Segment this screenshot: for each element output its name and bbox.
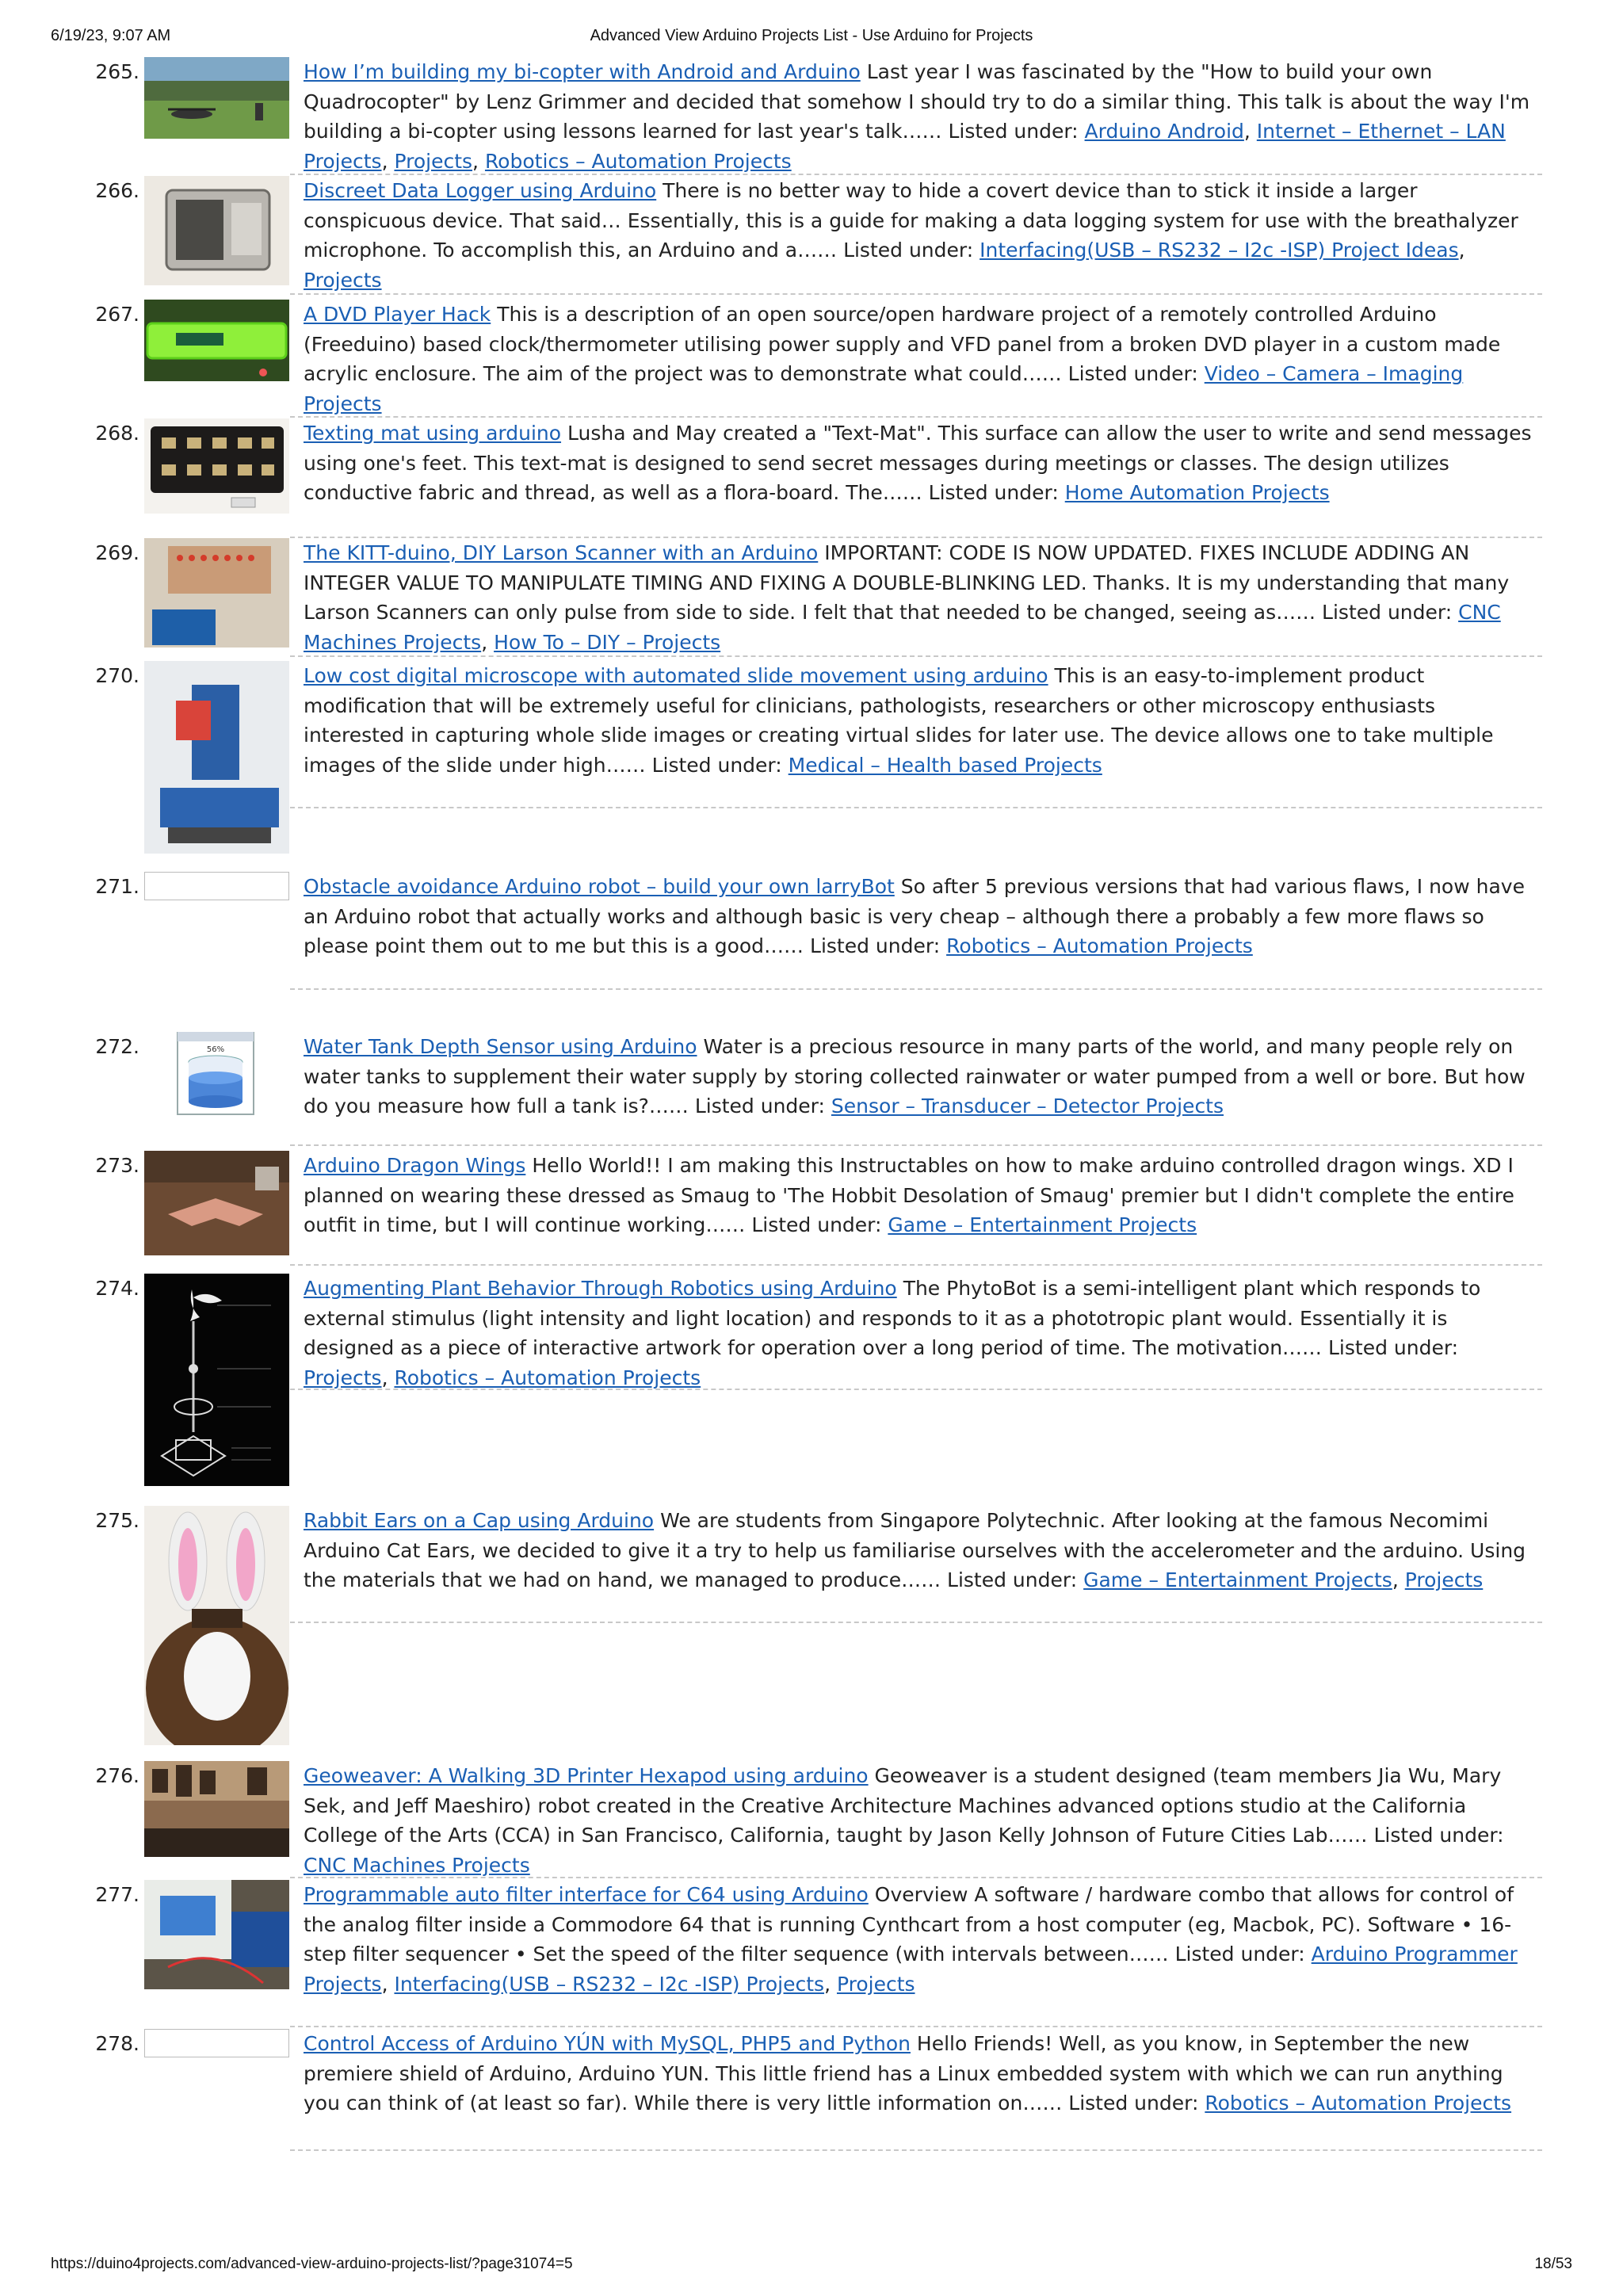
project-link[interactable]: A DVD Player Hack <box>304 303 491 326</box>
project-thumbnail <box>144 1880 289 1989</box>
category-link[interactable]: How To – DIY – Projects <box>494 630 721 654</box>
item-summary: Water is a precious resource in many parts of the world, and many people rely on water tanks to supplement their water supply by storing collected rainwater or water pumped from a well or bore. But how do you measure how full a tank is?…… <box>304 1035 1526 1117</box>
item-summary: IMPORTANT: CODE IS NOW UPDATED. FIXES INCLUDE ADDING AN INTEGER VALUE TO MANIPULATE TIMING AND FIXING A DOUBLE-BLINKING LED. Thanks. It is my understanding that many Larson Scanners can only pulse from side to side. I felt that that needed to be changed, seeing as…… <box>304 541 1510 624</box>
item-number: 276. <box>95 1764 139 1787</box>
project-link[interactable]: Geoweaver: A Walking 3D Printer Hexapod using arduino <box>304 1764 869 1787</box>
print-date: 6/19/23, 9:07 AM <box>51 27 171 44</box>
item-number: 270. <box>95 664 139 687</box>
category-link[interactable]: Projects <box>836 1972 915 1996</box>
item-description <box>304 872 1540 961</box>
item-number: 278. <box>95 2032 139 2055</box>
broken-image-icon <box>144 2029 289 2057</box>
item-number: 274. <box>95 1277 139 1300</box>
broken-image-icon <box>144 872 289 900</box>
item-number: 265. <box>95 60 139 83</box>
item-description <box>304 1761 1540 1880</box>
category-link[interactable]: Game – Entertainment Projects <box>1083 1568 1392 1591</box>
category-link[interactable]: Sensor – Transducer – Detector Projects <box>831 1095 1224 1117</box>
project-thumbnail <box>144 300 289 381</box>
entry-divider <box>290 1144 1542 1146</box>
item-description <box>304 661 1540 780</box>
listed-under-label: Listed under: <box>1068 2092 1199 2115</box>
listed-under-label: Listed under: <box>651 753 782 777</box>
category-link[interactable]: Arduino Android <box>1084 120 1244 143</box>
project-thumbnail <box>144 661 289 854</box>
item-summary: There is no better way to hide a covert device than to stick it inside a larger conspicuous device. That said… Essentially, this is a guide for making a data logging system for use with the breathalyzer microphone. To accomplish this, an Arduino and a…… <box>304 179 1518 262</box>
item-summary: So after 5 previous versions that had various flaws, I now have an Arduino robot that actually works and although basic is very cheap – although there a probably a few more flaws so please point them out to me but this is a good…… <box>304 875 1525 957</box>
item-description <box>304 1032 1540 1121</box>
project-link[interactable]: Arduino Dragon Wings <box>304 1154 526 1177</box>
item-summary: Last year I was fascinated by the "How to build your own Quadrocopter" by Lenz Grimmer and decided that somehow I should try to do a similar thing. This talk is about the way I'm building a bi-copter using lessons learned for last year's talk…… <box>304 60 1530 143</box>
item-number: 277. <box>95 1883 139 1906</box>
listed-under-label: Listed under: <box>1067 362 1198 385</box>
project-thumbnail <box>144 1032 289 1115</box>
entry-divider <box>290 1877 1542 1878</box>
item-number: 272. <box>95 1035 139 1058</box>
entry-divider <box>290 988 1542 990</box>
item-description: Augmenting Plant Behavior Through Robotics using Arduino The PhytoBot is a semi-intelligent plant which responds to external stimulus (light intensity and light location) and responds to it as a phototropic plant would. Essentially it is designed as a piece of interactive artwork for operation over a long period of time. The motivation…… Listed under: Projects, Robotics – Automation Projects <box>304 1277 1481 1389</box>
category-link[interactable]: Robotics – Automation Projects <box>484 149 792 173</box>
project-thumbnail <box>144 1151 289 1255</box>
project-link[interactable]: Augmenting Plant Behavior Through Robotics using Arduino <box>304 1277 897 1300</box>
project-link[interactable]: The KITT-duino, DIY Larson Scanner with an Arduino <box>304 541 819 564</box>
item-summary: We are students from Singapore Polytechnic. After looking at the famous Necomimi Arduino Cat Ears, we decided to give it a try to help us familiarise ourselves with the accelerometer and the arduino. Using the materials that we had on hand, we managed to produce…… <box>304 1509 1526 1591</box>
listed-under-label: Listed under: <box>948 120 1079 143</box>
item-summary: Overview A software / hardware combo that allows for control of the analog filter inside a Commodore 64 that is running Cynthcart from a host computer (eg, Macbok, PC). Software • 16-step filter sequencer • Set the speed of the filter sequence (with intervals between…… <box>304 1883 1514 1966</box>
project-link[interactable]: Texting mat using arduino <box>304 422 562 445</box>
print-url: https://duino4projects.com/advanced-view-arduino-projects-list/?page31074=5 <box>51 2256 573 2272</box>
listed-under-label: Listed under: <box>810 934 941 957</box>
category-link[interactable]: Medical – Health based Projects <box>788 753 1102 777</box>
project-link[interactable]: Control Access of Arduino YÚN with MySQL, PHP5 and Python <box>304 2032 911 2055</box>
item-number: 273. <box>95 1154 139 1177</box>
listed-under-label: Listed under: <box>751 1213 882 1236</box>
category-link[interactable]: Home Automation Projects <box>1064 481 1330 504</box>
item-description <box>304 418 1540 508</box>
entry-divider <box>290 2149 1542 2151</box>
entry-divider <box>290 1622 1542 1623</box>
category-link[interactable]: CNC Machines Projects <box>304 601 1501 654</box>
entry-divider <box>290 2026 1542 2027</box>
project-link[interactable]: How I’m building my bi-copter with Android and Arduino <box>304 60 861 83</box>
project-thumbnail <box>144 176 289 285</box>
entry-divider <box>290 174 1542 175</box>
project-link[interactable]: Programmable auto filter interface for C64 using Arduino <box>304 1883 869 1906</box>
entry-divider <box>290 655 1542 657</box>
category-link[interactable]: Interfacing(USB – RS232 – I2c -ISP) Project Ideas <box>980 239 1459 262</box>
category-link[interactable]: Robotics – Automation Projects <box>946 934 1253 957</box>
project-link[interactable]: Water Tank Depth Sensor using Arduino <box>304 1035 697 1058</box>
category-link[interactable]: Projects <box>304 1366 382 1389</box>
item-summary: This is an easy-to-implement product modification that will be extremely useful for clinicians, pathologists, researchers or other microscopy enthusiasts interested in capturing whole slide images or creating virtual slides for later use. The device allows one to take multiple images of the slide under high…… <box>304 664 1494 777</box>
project-thumbnail <box>144 538 289 648</box>
item-description: Discreet Data Logger using Arduino There is no better way to hide a covert device than to stick it inside a larger conspicuous device. That said… Essentially, this is a guide for making a data logging system for use with the breathalyzer microphone. To accomplish this, an Arduino and a…… Listed under: Interfacing(USB – RS232 – I2c -ISP) Project Ideas, Projects <box>304 179 1518 292</box>
project-link[interactable]: Obstacle avoidance Arduino robot – build your own larryBot <box>304 875 895 898</box>
entry-divider <box>290 293 1542 295</box>
item-description <box>304 1151 1540 1240</box>
item-description: How I’m building my bi-copter with Android and Arduino Last year I was fascinated by the "How to build your own Quadrocopter" by Lenz Grimmer and decided that somehow I should try to do a similar thing. This talk is about the way I'm building a bi-copter using lessons learned for last year's talk…… Listed under: Arduino Android, Internet – Ethernet – LAN Projects, Projects, Robotics – Automation Projects <box>304 60 1530 173</box>
item-summary: Geoweaver is a student designed (team members Jia Wu, Mary Sek, and Jeff Maeshiro) robot created in the Creative Architecture Machines advanced options studio at the California College of the Arts (CCA) in San Francisco, California, taught by Jason Kelly Johnson of Future Cities Lab…… <box>304 1764 1502 1847</box>
project-thumbnail <box>144 418 289 514</box>
item-number: 269. <box>95 541 139 564</box>
item-description: The KITT-duino, DIY Larson Scanner with an Arduino IMPORTANT: CODE IS NOW UPDATED. FIXES INCLUDE ADDING AN INTEGER VALUE TO MANIPULATE TIMING AND FIXING A DOUBLE-BLINKING LED. Thanks. It is my understanding that many Larson Scanners can only pulse from side to side. I felt that that needed to be changed, seeing as…… Listed under: CNC Machines Projects, How To – DIY – Projects <box>304 541 1510 654</box>
listed-under-label: Listed under: <box>928 481 1059 504</box>
item-number: 268. <box>95 422 139 445</box>
category-link[interactable]: Projects <box>304 268 382 292</box>
project-thumbnail <box>144 1761 289 1857</box>
listed-under-label: Listed under: <box>694 1095 825 1117</box>
entry-divider <box>290 416 1542 418</box>
category-link[interactable]: Robotics – Automation Projects <box>1205 2092 1512 2115</box>
entry-divider <box>290 1389 1542 1390</box>
project-thumbnail <box>144 1274 289 1486</box>
project-thumbnail <box>144 1506 289 1745</box>
item-description: Programmable auto filter interface for C64 using Arduino Overview A software / hardware combo that allows for control of the analog filter inside a Commodore 64 that is running Cynthcart from a host computer (eg, Macbok, PC). Software • 16-step filter sequencer • Set the speed of the filter sequence (with intervals between…… Listed under: Arduino Programmer Projects, Interfacing(USB – RS232 – I2c -ISP) Projects, Projects <box>304 1883 1518 1996</box>
category-link[interactable]: Internet – Ethernet – LAN Projects <box>304 120 1506 173</box>
item-description: Rabbit Ears on a Cap using Arduino We are students from Singapore Polytechnic. After looking at the famous Necomimi Arduino Cat Ears, we decided to give it a try to help us familiarise ourselves with the accelerometer and the arduino. Using the materials that we had on hand, we managed to produce…… Listed under: Game – Entertainment Projects, Projects <box>304 1509 1526 1591</box>
category-link[interactable]: Interfacing(USB – RS232 – I2c -ISP) Projects <box>394 1972 825 1996</box>
listed-under-label: Listed under: <box>1373 1824 1504 1847</box>
category-link[interactable]: Video – Camera – Imaging Projects <box>304 362 1464 415</box>
listed-under-label: Listed under: <box>947 1568 1078 1591</box>
item-number: 266. <box>95 179 139 202</box>
item-description <box>304 300 1540 418</box>
listed-under-label: Listed under: <box>1174 1943 1305 1966</box>
item-summary: This is a description of an open source/open hardware project of a remotely controlled Arduino (Freeduino) based clock/thermometer utilising power supply and VFD panel from a broken DVD player in a custom made acrylic enclosure. The aim of the project was to demonstrate what could…… <box>304 303 1501 385</box>
page-counter: 18/53 <box>1534 2256 1572 2272</box>
print-title: Advanced View Arduino Projects List - Use Arduino for Projects <box>590 27 1033 44</box>
listed-under-label: Listed under: <box>1328 1336 1459 1359</box>
listed-under-label: Listed under: <box>1322 601 1453 624</box>
item-summary: Hello Friends! Well, as you know, in September the new premiere shield of Arduino, Arduino YUN. This little friend has a Linux embedded system with which we can run anything you can think of (at least so far). While there is very little information on…… <box>304 2032 1503 2115</box>
project-thumbnail <box>144 57 289 139</box>
category-link[interactable]: Projects <box>1404 1568 1484 1591</box>
project-link[interactable]: Discreet Data Logger using Arduino <box>304 179 657 202</box>
category-link[interactable]: Arduino Programmer Projects <box>304 1943 1518 1996</box>
item-summary: Lusha and May created a "Text-Mat". This surface can allow the user to write and send messages using one's feet. This text-mat is designed to send secret messages during meetings or classes. The design utilizes conductive fabric and thread, as well as a flora-board. The…… <box>304 422 1532 504</box>
listed-under-label: Listed under: <box>843 239 974 262</box>
item-number: 267. <box>95 303 139 326</box>
category-link[interactable]: Projects <box>394 149 473 173</box>
item-summary: Hello World!! I am making this Instructables on how to make arduino controlled dragon wings. XD I planned on wearing these dressed as Smaug to 'The Hobbit Desolation of Smaug' premier but I didn't complete the entire outfit in time, but I will continue working…… <box>304 1154 1514 1236</box>
tank-percent-label: 56% <box>206 1045 225 1054</box>
entry-divider <box>290 1264 1542 1266</box>
item-number: 275. <box>95 1509 139 1532</box>
project-link[interactable]: Low cost digital microscope with automated slide movement using arduino <box>304 664 1048 687</box>
item-description <box>304 2029 1540 2118</box>
category-link[interactable]: CNC Machines Projects <box>304 1853 530 1877</box>
project-link[interactable]: Rabbit Ears on a Cap using Arduino <box>304 1509 655 1532</box>
category-link[interactable]: Robotics – Automation Projects <box>394 1366 701 1389</box>
entry-divider <box>290 807 1542 808</box>
item-number: 271. <box>95 875 139 898</box>
item-summary: The PhytoBot is a semi-intelligent plant which responds to external stimulus (light intensity and light location) and responds to it as a phototropic plant would. Essentially it is designed as a piece of interactive artwork for operation over a long period of time. The motivation…… <box>304 1277 1481 1359</box>
category-link[interactable]: Game – Entertainment Projects <box>888 1213 1197 1236</box>
